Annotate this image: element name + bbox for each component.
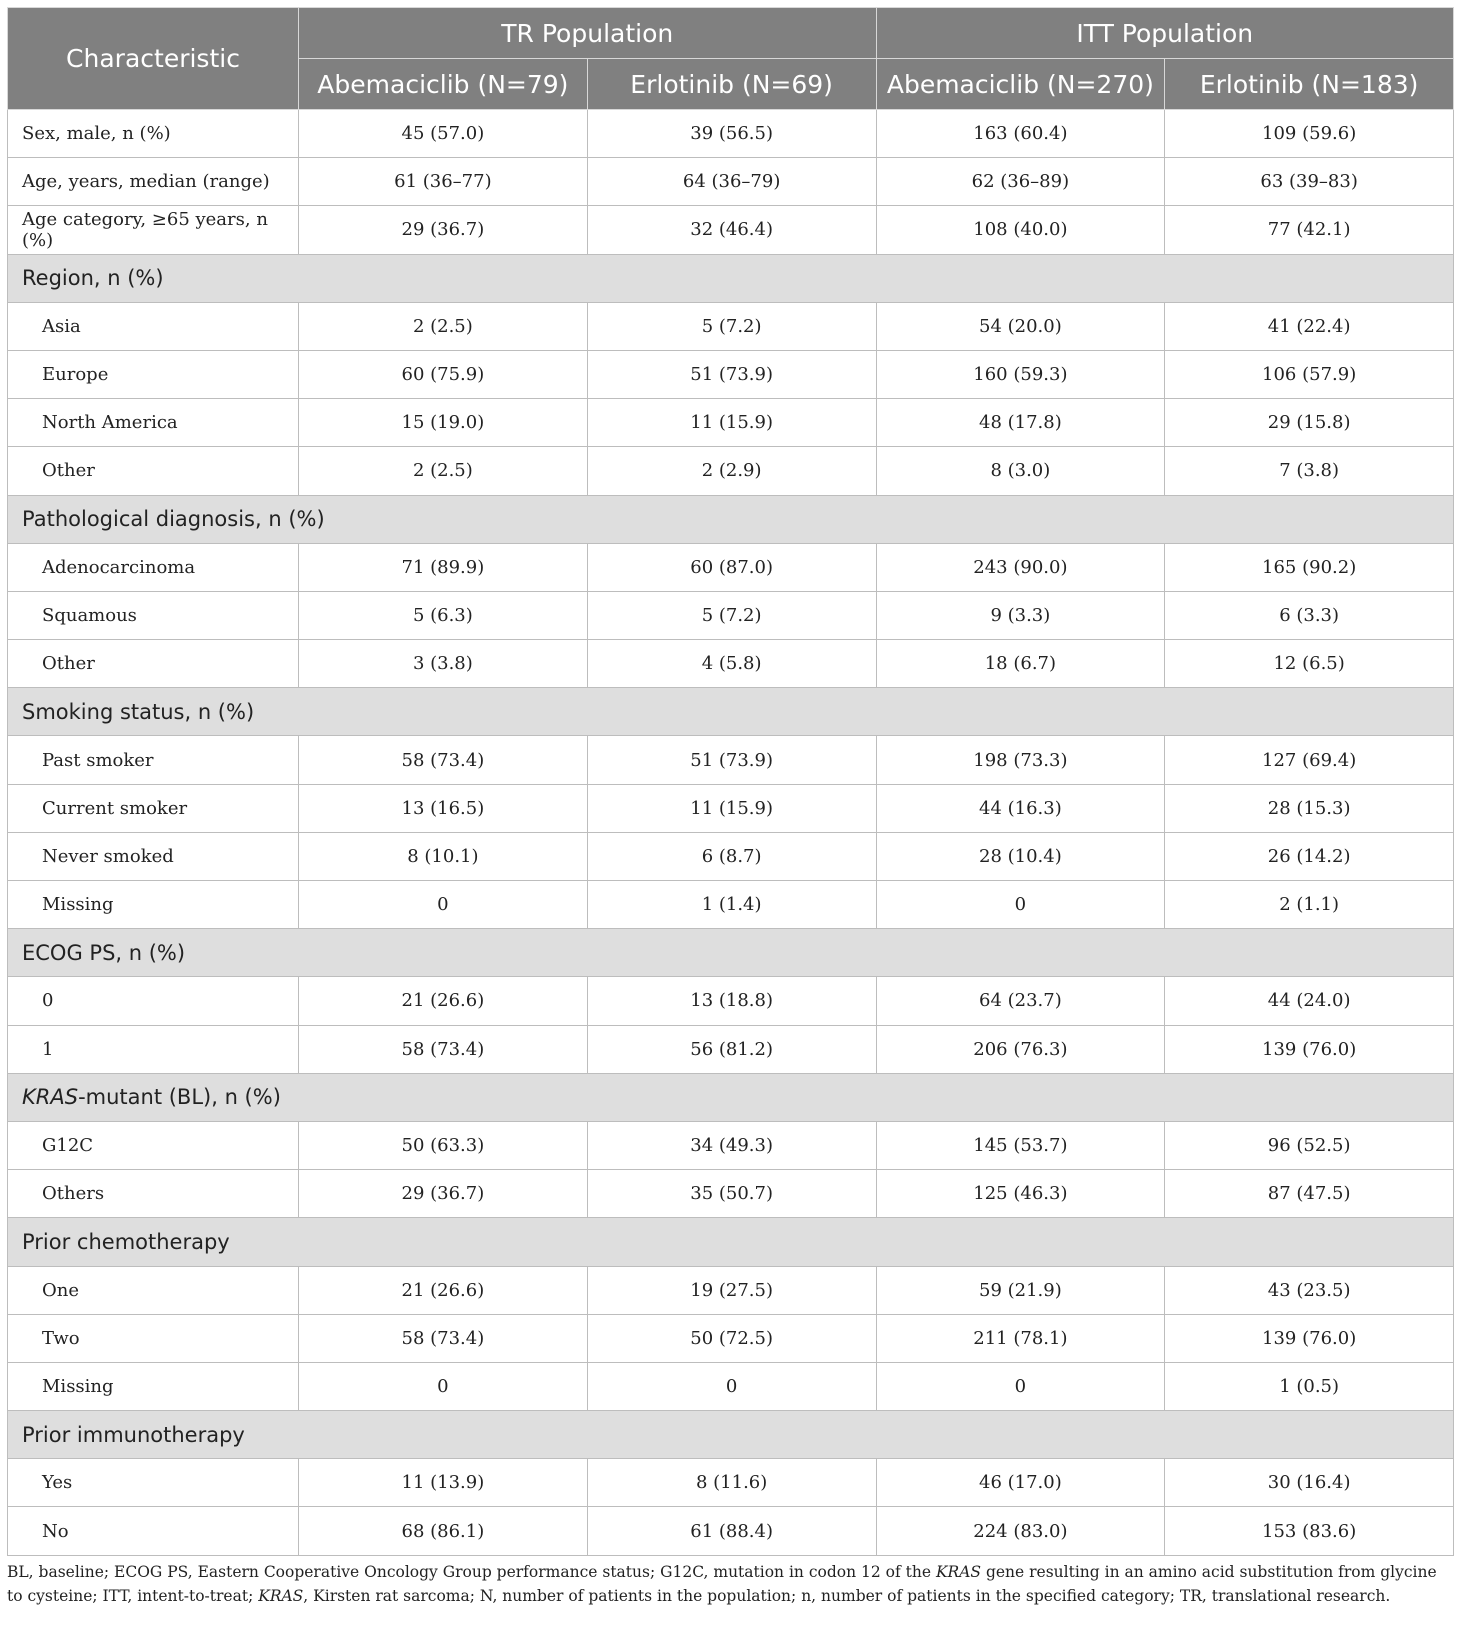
row-value: 56 (81.2) xyxy=(587,1025,876,1073)
table-row xyxy=(8,881,1454,929)
row-value: 224 (83.0) xyxy=(876,1507,1165,1555)
row-value: 11 (13.9) xyxy=(299,1459,588,1507)
row-value: 61 (88.4) xyxy=(587,1507,876,1555)
row-value: 21 (26.6) xyxy=(299,977,588,1025)
table-row xyxy=(8,302,1454,350)
row-value: 13 (16.5) xyxy=(299,784,588,832)
table-row xyxy=(8,399,1454,447)
row-value: 108 (40.0) xyxy=(876,206,1165,254)
row-value: 18 (6.7) xyxy=(876,640,1165,688)
row-value: 0 xyxy=(299,1362,588,1410)
row-value: 125 (46.3) xyxy=(876,1170,1165,1218)
row-value: 13 (18.8) xyxy=(587,977,876,1025)
row-label: Current smoker xyxy=(8,784,299,832)
row-value: 59 (21.9) xyxy=(876,1266,1165,1314)
table-row xyxy=(8,1459,1454,1507)
row-label: Europe xyxy=(8,350,299,398)
row-value: 139 (76.0) xyxy=(1165,1025,1454,1073)
row-value: 211 (78.1) xyxy=(876,1314,1165,1362)
row-label: G12C xyxy=(8,1121,299,1169)
table-row xyxy=(8,543,1454,591)
table-row xyxy=(8,1362,1454,1410)
row-value: 1 (1.4) xyxy=(587,881,876,929)
header-group-itt: ITT Population xyxy=(876,8,1454,59)
row-label: Age, years, median (range) xyxy=(8,158,299,206)
row-value: 28 (10.4) xyxy=(876,832,1165,880)
row-value: 61 (36–77) xyxy=(299,158,588,206)
row-value: 64 (23.7) xyxy=(876,977,1165,1025)
row-value: 62 (36–89) xyxy=(876,158,1165,206)
table-row xyxy=(8,591,1454,639)
table-footnote xyxy=(7,1560,1453,1608)
row-value: 21 (26.6) xyxy=(299,1266,588,1314)
section-label xyxy=(8,254,1454,302)
section-label-text: Pathological diagnosis, n (%) xyxy=(22,507,325,532)
section-row xyxy=(8,495,1454,543)
row-value: 51 (73.9) xyxy=(587,350,876,398)
row-value: 4 (5.8) xyxy=(587,640,876,688)
row-value: 19 (27.5) xyxy=(587,1266,876,1314)
row-value: 87 (47.5) xyxy=(1165,1170,1454,1218)
row-value: 163 (60.4) xyxy=(876,110,1165,158)
row-value: 160 (59.3) xyxy=(876,350,1165,398)
row-value: 6 (3.3) xyxy=(1165,591,1454,639)
row-value: 2 (2.9) xyxy=(587,447,876,495)
row-value: 0 xyxy=(876,881,1165,929)
table-container xyxy=(7,7,1453,1608)
row-value: 43 (23.5) xyxy=(1165,1266,1454,1314)
header-col-tr-erlotinib: Erlotinib (N=69) xyxy=(587,59,876,110)
section-row xyxy=(8,1411,1454,1459)
row-value: 7 (3.8) xyxy=(1165,447,1454,495)
row-value: 29 (36.7) xyxy=(299,206,588,254)
row-value: 45 (57.0) xyxy=(299,110,588,158)
footnote-part3: , Kirsten rat sarcoma; N, number of patients in the population; n, number of patients in the specified category; TR, translational research. xyxy=(303,1586,1391,1605)
row-label: Age category, ≥65 years, n (%) xyxy=(8,206,299,254)
row-value: 34 (49.3) xyxy=(587,1121,876,1169)
table-row xyxy=(8,784,1454,832)
row-value: 54 (20.0) xyxy=(876,302,1165,350)
row-value: 153 (83.6) xyxy=(1165,1507,1454,1555)
row-value: 29 (15.8) xyxy=(1165,399,1454,447)
row-label: No xyxy=(8,1507,299,1555)
row-value: 206 (76.3) xyxy=(876,1025,1165,1073)
section-label xyxy=(8,688,1454,736)
section-row xyxy=(8,254,1454,302)
row-value: 64 (36–79) xyxy=(587,158,876,206)
footnote-italic2: KRAS xyxy=(258,1586,304,1605)
row-value: 71 (89.9) xyxy=(299,543,588,591)
footnote-italic1: KRAS xyxy=(935,1562,982,1581)
section-label xyxy=(8,1073,1454,1121)
row-value: 48 (17.8) xyxy=(876,399,1165,447)
section-label xyxy=(8,1218,1454,1266)
header-col-itt-abemaciclib: Abemaciclib (N=270) xyxy=(876,59,1165,110)
section-label xyxy=(8,929,1454,977)
row-label: Other xyxy=(8,640,299,688)
row-value: 46 (17.0) xyxy=(876,1459,1165,1507)
row-value: 58 (73.4) xyxy=(299,736,588,784)
row-value: 0 xyxy=(299,881,588,929)
row-value: 26 (14.2) xyxy=(1165,832,1454,880)
row-value: 32 (46.4) xyxy=(587,206,876,254)
table-row xyxy=(8,158,1454,206)
row-value: 39 (56.5) xyxy=(587,110,876,158)
row-value: 44 (24.0) xyxy=(1165,977,1454,1025)
row-label: Adenocarcinoma xyxy=(8,543,299,591)
table-row xyxy=(8,832,1454,880)
row-value: 44 (16.3) xyxy=(876,784,1165,832)
footnote-part2: gene resulting in an amino acid substitution from glycine to cysteine; ITT, intent-to-treat; xyxy=(7,1562,1437,1605)
row-value: 35 (50.7) xyxy=(587,1170,876,1218)
row-value: 243 (90.0) xyxy=(876,543,1165,591)
row-value: 11 (15.9) xyxy=(587,399,876,447)
row-value: 50 (72.5) xyxy=(587,1314,876,1362)
table-row xyxy=(8,350,1454,398)
section-label-text: ECOG PS, n (%) xyxy=(22,940,186,965)
row-value: 5 (7.2) xyxy=(587,302,876,350)
row-value: 58 (73.4) xyxy=(299,1025,588,1073)
row-value: 29 (36.7) xyxy=(299,1170,588,1218)
row-label: One xyxy=(8,1266,299,1314)
section-label-text: Prior immunotherapy xyxy=(22,1422,245,1447)
row-label: Yes xyxy=(8,1459,299,1507)
row-value: 145 (53.7) xyxy=(876,1121,1165,1169)
table-row xyxy=(8,1170,1454,1218)
header-group-tr: TR Population xyxy=(299,8,877,59)
row-value: 96 (52.5) xyxy=(1165,1121,1454,1169)
table-row xyxy=(8,1025,1454,1073)
table-row xyxy=(8,110,1454,158)
row-label: North America xyxy=(8,399,299,447)
table-row xyxy=(8,1314,1454,1362)
row-value: 1 (0.5) xyxy=(1165,1362,1454,1410)
row-value: 6 (8.7) xyxy=(587,832,876,880)
table-row xyxy=(8,1121,1454,1169)
section-label xyxy=(8,1411,1454,1459)
row-value: 50 (63.3) xyxy=(299,1121,588,1169)
row-value: 5 (7.2) xyxy=(587,591,876,639)
row-label: Asia xyxy=(8,302,299,350)
row-label: Missing xyxy=(8,881,299,929)
row-value: 0 xyxy=(587,1362,876,1410)
row-value: 5 (6.3) xyxy=(299,591,588,639)
row-value: 11 (15.9) xyxy=(587,784,876,832)
row-value: 58 (73.4) xyxy=(299,1314,588,1362)
section-row xyxy=(8,1218,1454,1266)
row-label: Squamous xyxy=(8,591,299,639)
row-value: 60 (87.0) xyxy=(587,543,876,591)
row-label: Two xyxy=(8,1314,299,1362)
header-characteristic: Characteristic xyxy=(8,8,299,110)
section-label-text: Prior chemotherapy xyxy=(22,1229,230,1254)
row-value: 28 (15.3) xyxy=(1165,784,1454,832)
section-label-italic: KRAS xyxy=(22,1085,79,1110)
footnote-part1: BL, baseline; ECOG PS, Eastern Cooperative Oncology Group performance status; G12C, mutation in codon 12 of the xyxy=(7,1562,936,1581)
table-row xyxy=(8,640,1454,688)
table-header xyxy=(8,8,1454,110)
row-label: Others xyxy=(8,1170,299,1218)
header-col-itt-erlotinib: Erlotinib (N=183) xyxy=(1165,59,1454,110)
row-value: 2 (1.1) xyxy=(1165,881,1454,929)
row-value: 41 (22.4) xyxy=(1165,302,1454,350)
row-value: 68 (86.1) xyxy=(299,1507,588,1555)
row-value: 63 (39–83) xyxy=(1165,158,1454,206)
section-label-text: Region, n (%) xyxy=(22,266,164,291)
row-value: 8 (11.6) xyxy=(587,1459,876,1507)
row-value: 8 (10.1) xyxy=(299,832,588,880)
header-col-tr-abemaciclib: Abemaciclib (N=79) xyxy=(299,59,588,110)
row-value: 198 (73.3) xyxy=(876,736,1165,784)
row-label: Past smoker xyxy=(8,736,299,784)
characteristics-table xyxy=(7,7,1454,1556)
row-value: 3 (3.8) xyxy=(299,640,588,688)
row-label: 1 xyxy=(8,1025,299,1073)
table-row xyxy=(8,447,1454,495)
row-value: 77 (42.1) xyxy=(1165,206,1454,254)
row-value: 12 (6.5) xyxy=(1165,640,1454,688)
row-label: Sex, male, n (%) xyxy=(8,110,299,158)
row-value: 106 (57.9) xyxy=(1165,350,1454,398)
row-value: 8 (3.0) xyxy=(876,447,1165,495)
section-row xyxy=(8,929,1454,977)
row-value: 30 (16.4) xyxy=(1165,1459,1454,1507)
row-value: 51 (73.9) xyxy=(587,736,876,784)
table-body xyxy=(8,110,1454,1556)
row-value: 9 (3.3) xyxy=(876,591,1165,639)
row-label: Missing xyxy=(8,1362,299,1410)
section-label xyxy=(8,495,1454,543)
section-label-text: -mutant (BL), n (%) xyxy=(78,1085,281,1110)
table-row xyxy=(8,1507,1454,1555)
row-value: 2 (2.5) xyxy=(299,302,588,350)
table-row xyxy=(8,206,1454,254)
row-label: Never smoked xyxy=(8,832,299,880)
row-value: 139 (76.0) xyxy=(1165,1314,1454,1362)
row-value: 0 xyxy=(876,1362,1165,1410)
row-label: 0 xyxy=(8,977,299,1025)
table-row xyxy=(8,977,1454,1025)
row-value: 127 (69.4) xyxy=(1165,736,1454,784)
row-value: 2 (2.5) xyxy=(299,447,588,495)
section-label-text: Smoking status, n (%) xyxy=(22,699,255,724)
row-value: 15 (19.0) xyxy=(299,399,588,447)
section-row xyxy=(8,688,1454,736)
row-label: Other xyxy=(8,447,299,495)
table-row xyxy=(8,1266,1454,1314)
section-row xyxy=(8,1073,1454,1121)
row-value: 165 (90.2) xyxy=(1165,543,1454,591)
table-row xyxy=(8,736,1454,784)
row-value: 60 (75.9) xyxy=(299,350,588,398)
row-value: 109 (59.6) xyxy=(1165,110,1454,158)
